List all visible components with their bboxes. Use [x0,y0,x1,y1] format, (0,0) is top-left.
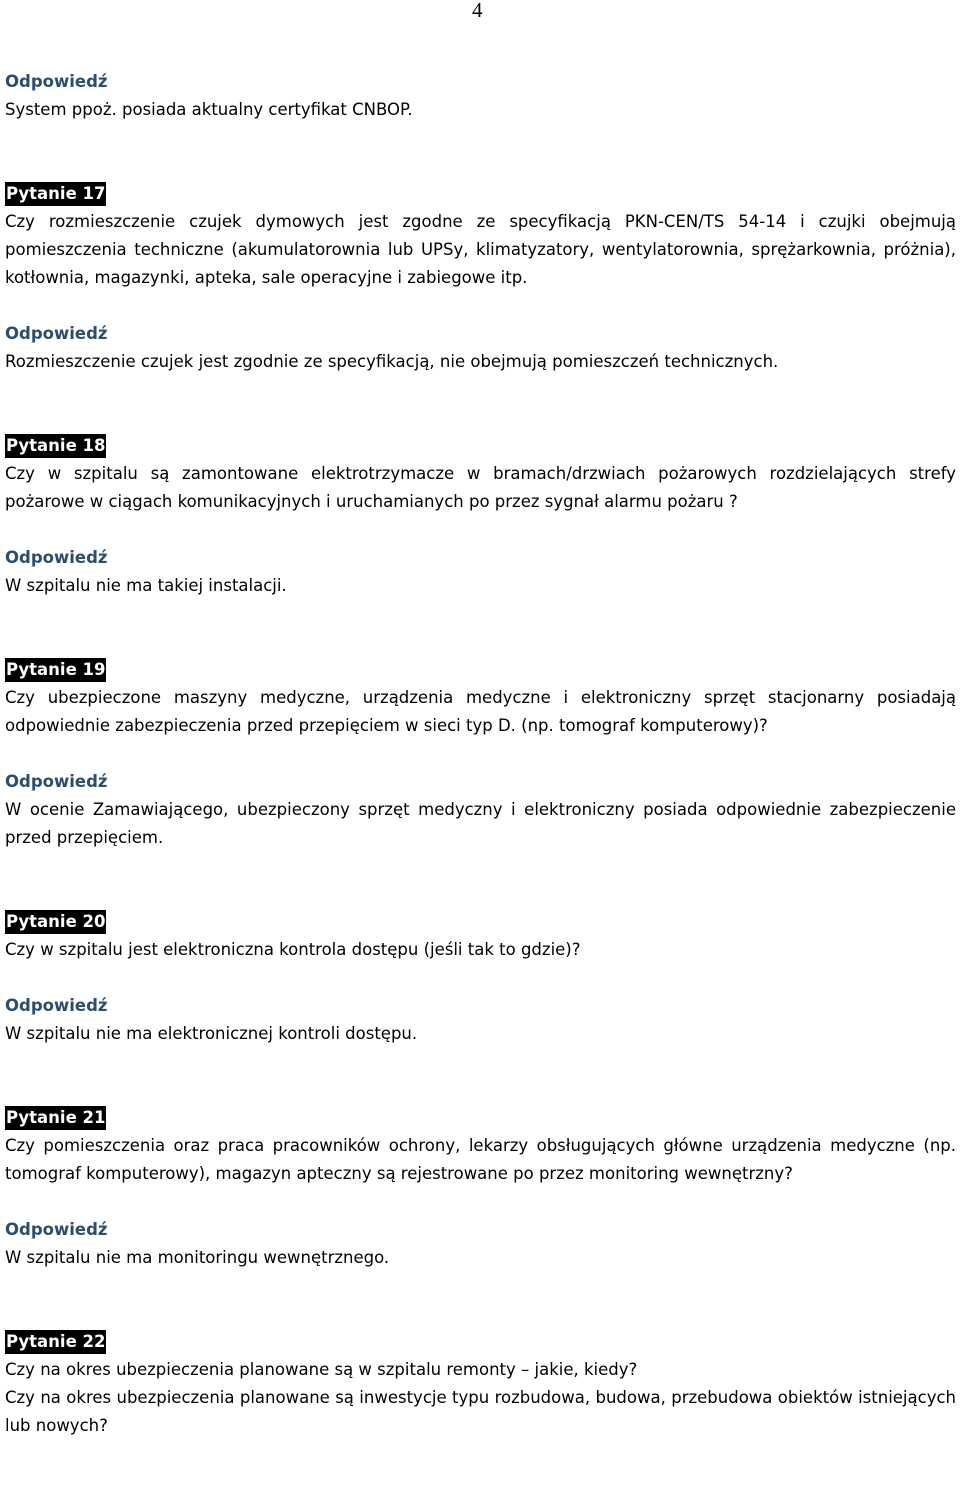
question-text-21: Czy pomieszczenia oraz praca pracowników ochrony, lekarzy obsługujących główne urządzenia medyczne (np. tomograf komputerowy), magazyn apteczny są rejestrowane po przez monitoring wewnętrzny? [5,1136,956,1183]
question-text-22a: Czy na okres ubezpieczenia planowane są w szpitalu remonty – jakie, kiedy? [5,1360,638,1379]
answer-label-20: Odpowiedź [5,996,108,1015]
page-number: 4 [472,0,483,22]
answer-text-20: W szpitalu nie ma elektronicznej kontroli dostępu. [5,1024,418,1043]
question-label-18: Pytanie 18 [5,434,106,458]
document-body [5,68,956,1440]
question-text-22b: Czy na okres ubezpieczenia planowane są inwestycje typu rozbudowa, budowa, przebudowa obiektów istniejących lub nowych? [5,1388,956,1435]
answer-label-19: Odpowiedź [5,772,108,791]
answer-label-21: Odpowiedź [5,1220,108,1239]
answer-label-17: Odpowiedź [5,324,108,343]
answer-text-18: W szpitalu nie ma takiej instalacji. [5,576,287,595]
question-label-17: Pytanie 17 [5,182,106,206]
question-text-19: Czy ubezpieczone maszyny medyczne, urządzenia medyczne i elektroniczny sprzęt stacjonarny posiadają odpowiednie zabezpieczenia przed przepięciem w sieci typ D. (np. tomograf komputerowy)? [5,688,956,735]
answer-label-18: Odpowiedź [5,548,108,567]
question-label-21: Pytanie 21 [5,1106,106,1130]
question-label-20: Pytanie 20 [5,910,106,934]
answer-text: System ppoż. posiada aktualny certyfikat CNBOP. [5,100,413,119]
question-label-22: Pytanie 22 [5,1330,106,1354]
answer-text-17: Rozmieszczenie czujek jest zgodnie ze specyfikacją, nie obejmują pomieszczeń technicznych. [5,352,779,371]
answer-text-19: W ocenie Zamawiającego, ubezpieczony sprzęt medyczny i elektroniczny posiada odpowiednie zabezpieczenie przed przepięciem. [5,800,956,847]
answer-label: Odpowiedź [5,72,108,91]
question-text-17: Czy rozmieszczenie czujek dymowych jest zgodne ze specyfikacją PKN-CEN/TS 54-14 i czujki obejmują pomieszczenia techniczne (akumulatorownia lub UPSy, klimatyzatory, wentylatorownia, sprężarkownia, próżnia), kotłownia, magazynki, apteka, sale operacyjne i zabiegowe itp. [5,212,956,287]
question-text-18: Czy w szpitalu są zamontowane elektrotrzymacze w bramach/drzwiach pożarowych rozdzielających strefy pożarowe w ciągach komunikacyjnych i uruchamianych po przez sygnał alarmu pożaru ? [5,464,956,511]
question-text-20: Czy w szpitalu jest elektroniczna kontrola dostępu (jeśli tak to gdzie)? [5,940,581,959]
question-label-19: Pytanie 19 [5,658,106,682]
answer-text-21: W szpitalu nie ma monitoringu wewnętrznego. [5,1248,390,1267]
